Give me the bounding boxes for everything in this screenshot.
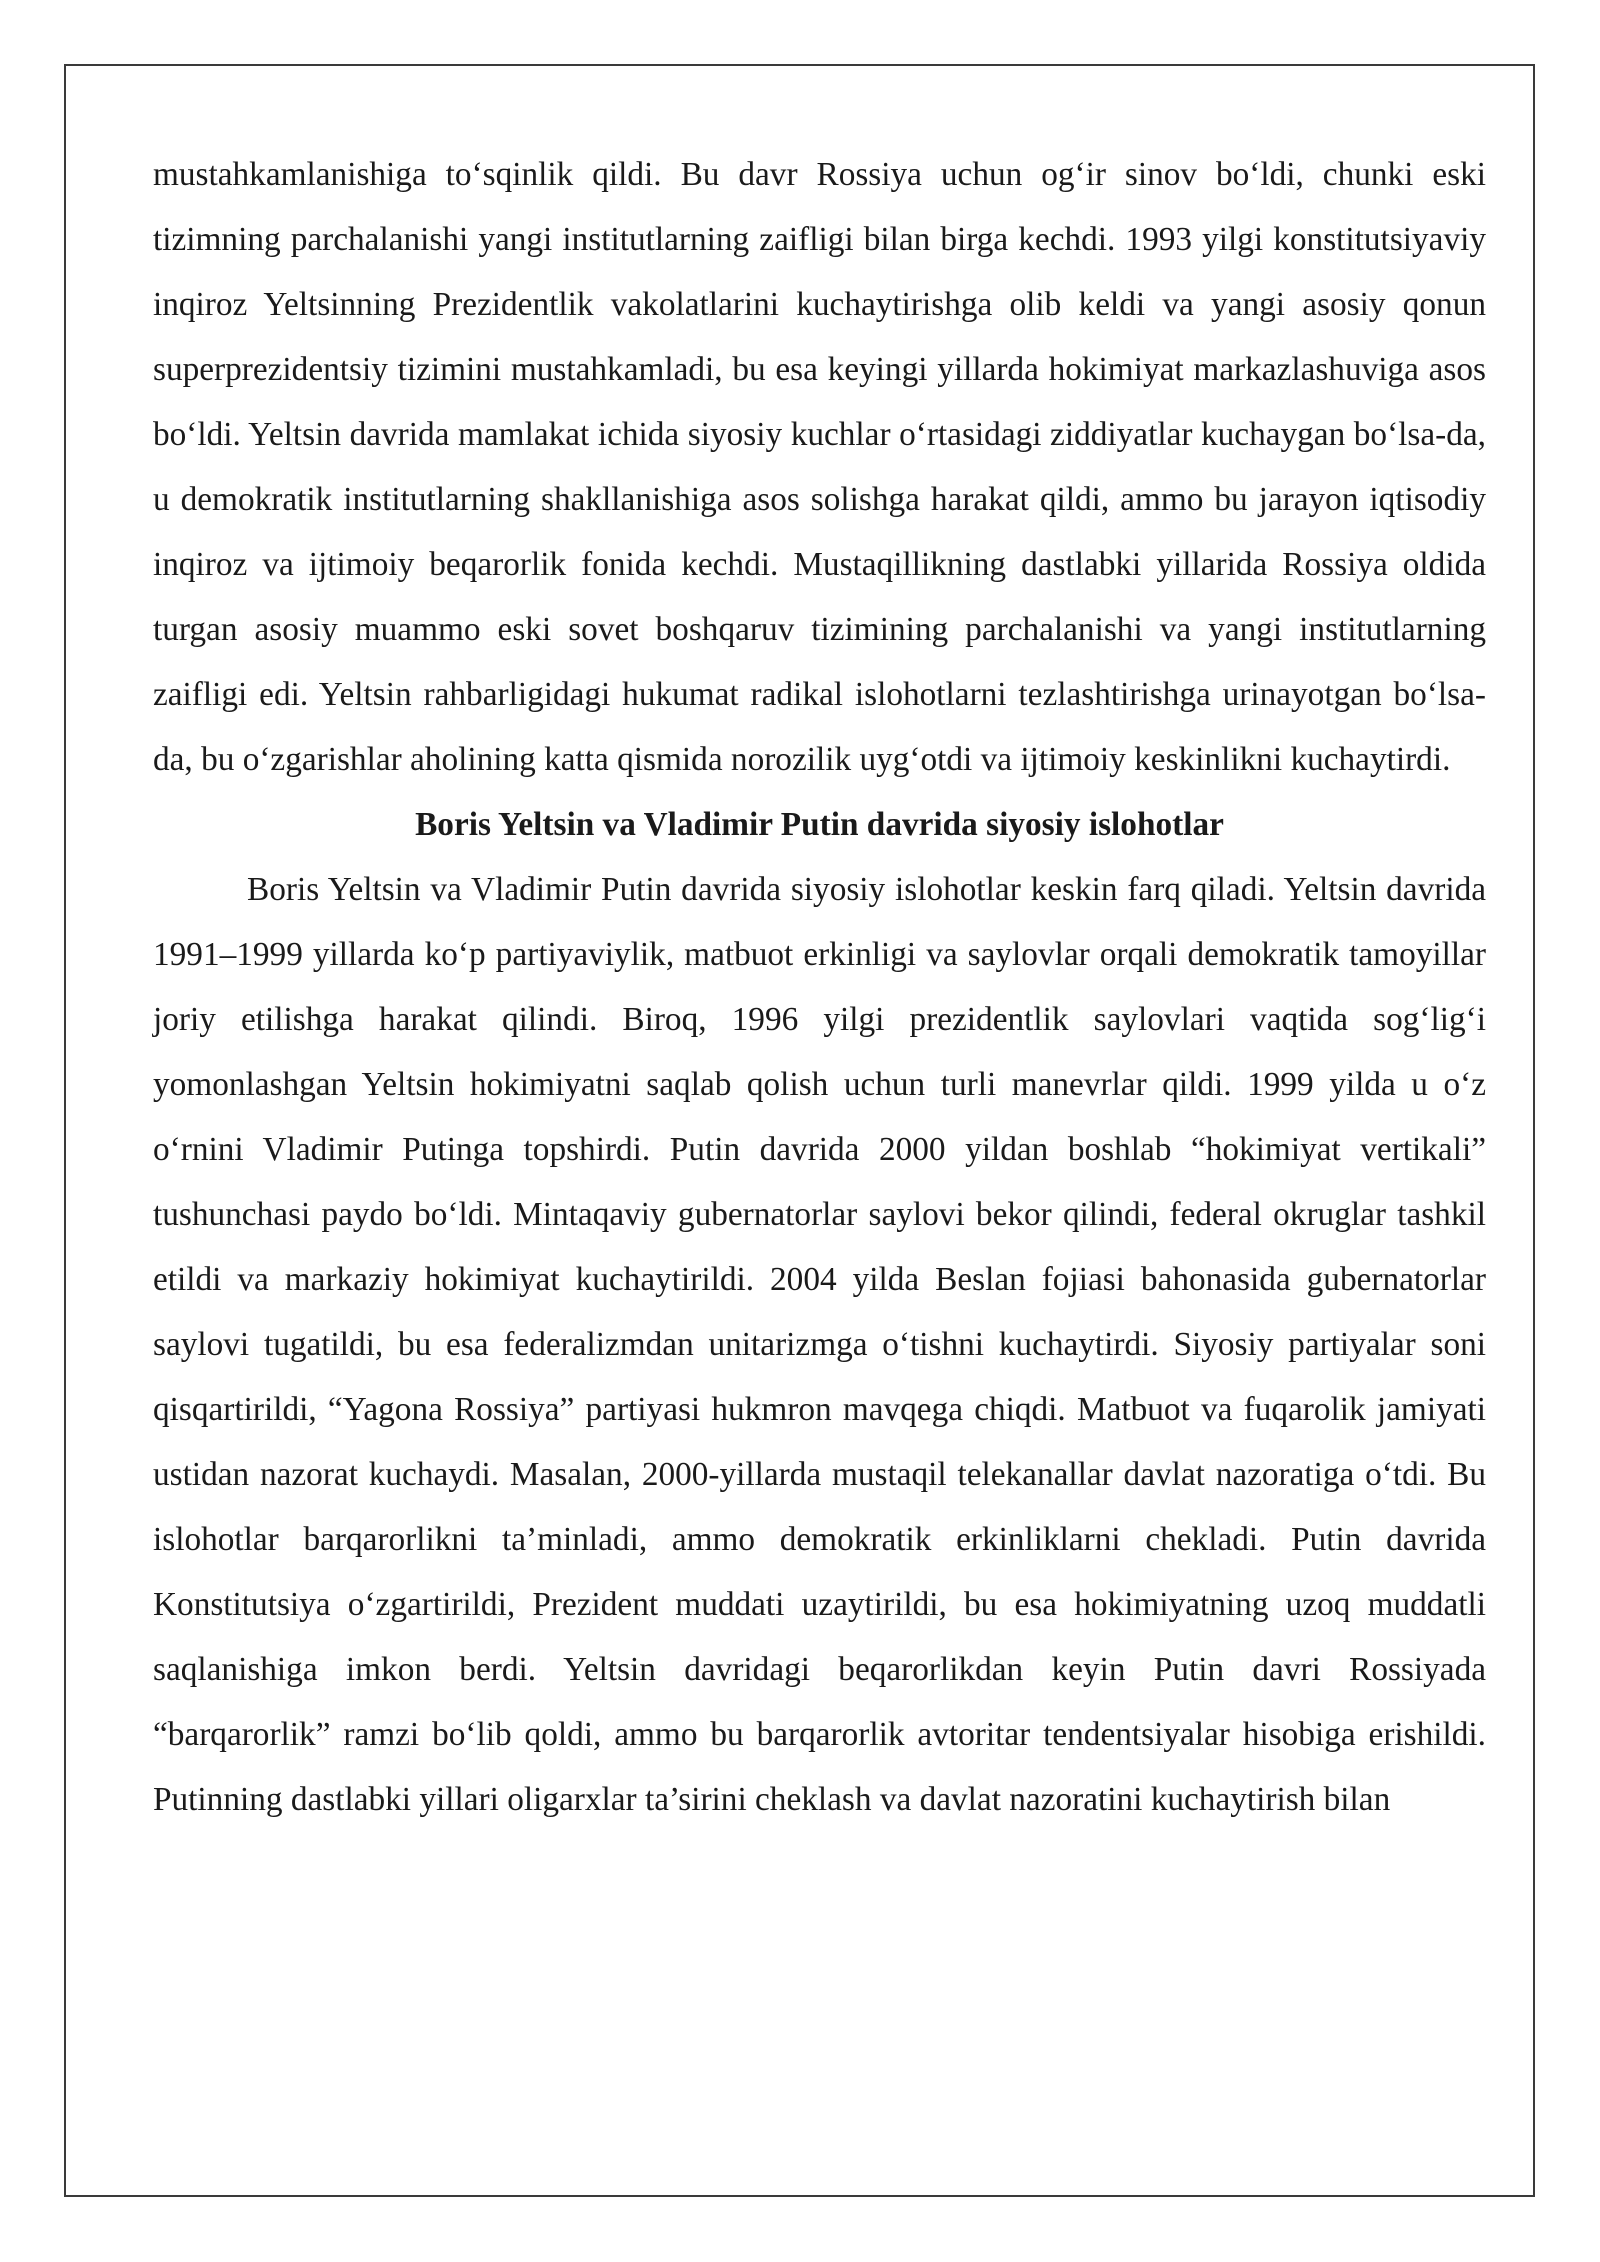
- section-heading: Boris Yeltsin va Vladimir Putin davrida siyosiy islohotlar: [415, 806, 1224, 843]
- document-body: [153, 142, 1486, 1832]
- paragraph-2: Boris Yeltsin va Vladimir Putin davrida siyosiy islohotlar keskin farq qiladi. Yeltsin davrida 1991–1999 yillarda ko‘p partiyaviylik, matbuot erkinligi va saylovlar orqali demokratik tamoyillar joriy etilishga harakat qilindi. Biroq, 1996 yilgi prezidentlik saylovlari vaqtida sog‘lig‘i yomonlashgan Yeltsin hokimiyatni saqlab qolish uchun turli manevrlar qildi. 1999 yilda u o‘z o‘rnini Vladimir Putinga topshirdi. Putin davrida 2000 yildan boshlab “hokimiyat vertikali” tushunchasi paydo bo‘ldi. Mintaqaviy gubernatorlar saylovi bekor qilindi, federal okruglar tashkil etildi va markaziy hokimiyat kuchaytirildi. 2004 yilda Beslan fojiasi bahonasida gubernatorlar saylovi tugatildi, bu esa federalizmdan unitarizmga o‘tishni kuchaytirdi. Siyosiy partiyalar soni qisqartirildi, “Yagona Rossiya” partiyasi hukmron mavqega chiqdi. Matbuot va fuqarolik jamiyati ustidan nazorat kuchaydi. Masalan, 2000-yillarda mustaqil telekanallar davlat nazoratiga o‘tdi. Bu islohotlar barqarorlikni ta’minladi, ammo demokratik erkinliklarni chekladi. Putin davrida Konstitutsiya o‘zgartirildi, Prezident muddati uzaytirildi, bu esa hokimiyatning uzoq muddatli saqlanishiga imkon berdi. Yeltsin davridagi beqarorlikdan keyin Putin davri Rossiyada “barqarorlik” ramzi bo‘lib qoldi, ammo bu barqarorlik avtoritar tendentsiyalar hisobiga erishildi. Putinning dastlabki yillari oligarxlar ta’sirini cheklash va davlat nazoratini kuchaytirish bilan: [153, 871, 1486, 1818]
- paragraph-1: mustahkamlanishiga to‘sqinlik qildi. Bu davr Rossiya uchun og‘ir sinov bo‘ldi, chunki eski tizimning parchalanishi yangi institutlarning zaifligi bilan birga kechdi. 1993 yilgi konstitutsiyaviy inqiroz Yeltsinning Prezidentlik vakolatlarini kuchaytirishga olib keldi va yangi asosiy qonun superprezidentsiy tizimini mustahkamladi, bu esa keyingi yillarda hokimiyat markazlashuviga asos bo‘ldi. Yeltsin davrida mamlakat ichida siyosiy kuchlar o‘rtasidagi ziddiyatlar kuchaygan bo‘lsa-da, u demokratik institutlarning shakllanishiga asos solishga harakat qildi, ammo bu jarayon iqtisodiy inqiroz va ijtimoiy beqarorlik fonida kechdi. Mustaqillikning dastlabki yillarida Rossiya oldida turgan asosiy muammo eski sovet boshqaruv tizimining parchalanishi va yangi institutlarning zaifligi edi. Yeltsin rahbarligidagi hukumat radikal islohotlarni tezlashtirishga urinayotgan bo‘lsa-da, bu o‘zgarishlar aholining katta qismida norozilik uyg‘otdi va ijtimoiy keskinlikni kuchaytirdi.: [153, 156, 1486, 778]
